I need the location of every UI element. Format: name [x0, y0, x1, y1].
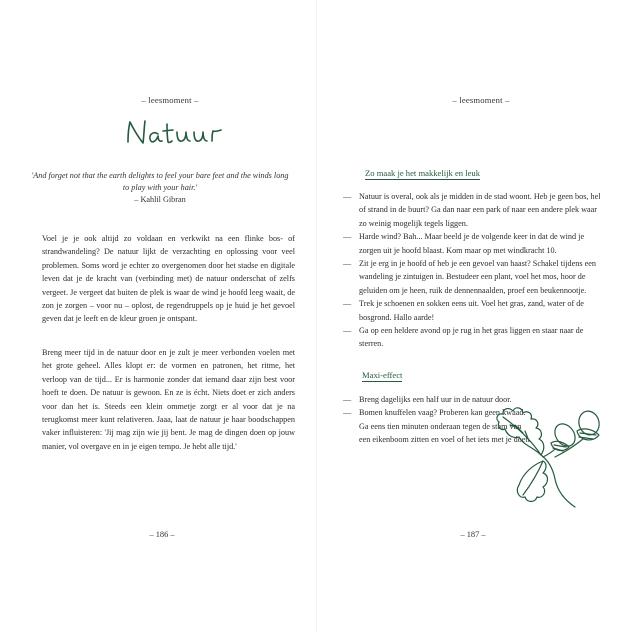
- tips-list: [343, 190, 605, 351]
- list-item: — Trek je schoenen en sokken eens uit. Voel het gras, zand, water of de bosgrond. Hallo aarde!: [343, 299, 584, 322]
- chapter-title-handwritten: [122, 116, 232, 150]
- epigraph-author: – Kahlil Gibran: [134, 195, 186, 204]
- list-item: — Bomen knuffelen vaag? Proberen kan geen kwaad. Ga eens tien minuten onderaan tegen de stam van een eikenboom zitten en voel of het iets met je doet.: [343, 408, 530, 445]
- left-page: [0, 0, 316, 633]
- page-number: – 186 –: [149, 530, 175, 539]
- list-item: — Breng dagelijks een half uur in de natuur door.: [343, 395, 512, 404]
- epigraph: [30, 170, 290, 206]
- oak-acorn-illustration: [493, 395, 608, 520]
- list-item: — Harde wind? Bah... Maar beeld je de volgende keer in dat de wind je zorgen uit je hoofd blaast. Kom maar op met windkracht 10.: [343, 232, 585, 255]
- body-paragraph-2: Breng meer tijd in de natuur door en je zult je meer verbonden voelen met het grote geheel. Alles klopt er: de vormen en patronen, het ritme, het verloop van de tijd... Er is harmonie zonder dat iemand daar zijn best voor hoeft te doen. De natuur is gewoon. En ze is écht. Niets doet er zich anders voor dan het is. Steeds een klein ommetje zorgt er al voor dat je na terugkomst meer kunt relativeren. Jaaa, laat de natuur je haar boodschappen vaker influisteren: 'Jij mag zijn wie jij bent. Je mag de dingen doen op jouw manier, vol overgave en in je eigen tempo. Je hebt alle tijd.': [42, 348, 295, 451]
- list-item: — Zit je erg in je hoofd of heb je een gevoel van haast? Schakel tijdens een wandeling je zintuigen in. Bestudeer een plant, voel het mos, hoor de geluiden om je heen, ruik de dennennaalden, proef een beukennootje.: [343, 259, 596, 295]
- running-head: – leesmoment –: [452, 95, 510, 105]
- section-heading: Maxi-effect: [362, 370, 403, 380]
- body-paragraph-1: Voel je je ook altijd zo voldaan en verkwikt na een flinke bos- of strandwandeling? De natuur lijkt de verzachting en oplossing voor veel problemen. Soms word je echter zo overgenomen door het stadse en digitale leven dat je de kracht van (verbinding met) de natuur onderschat of zelfs vergeet. Je vergeet dat buiten de plek is waar de wind je hoofd leeg waait, de zon je zorgen – voor nu – oplost, de regendruppels op je huid je het gevoel geven dat je leeft en de kleur groen je ontspant.: [42, 234, 295, 324]
- right-page: [317, 0, 633, 633]
- section-heading: Zo maak je het makkelijk en leuk: [365, 168, 481, 178]
- page-number: – 187 –: [460, 530, 486, 539]
- list-item: — Ga op een heldere avond op je rug in het gras liggen en staar naar de sterren.: [343, 326, 584, 349]
- running-head: – leesmoment –: [141, 95, 199, 105]
- list-item: — Natuur is overal, ook als je midden in de stad woont. Heb je geen bos, hel of strand in de buurt? Ga dan naar een park of naar een andere plek waar zo weinig mogelijk tegels liggen.: [343, 192, 601, 228]
- epigraph-quote: 'And forget not that the earth delights to feel your bare feet and the winds long to play with your hair.': [31, 171, 289, 192]
